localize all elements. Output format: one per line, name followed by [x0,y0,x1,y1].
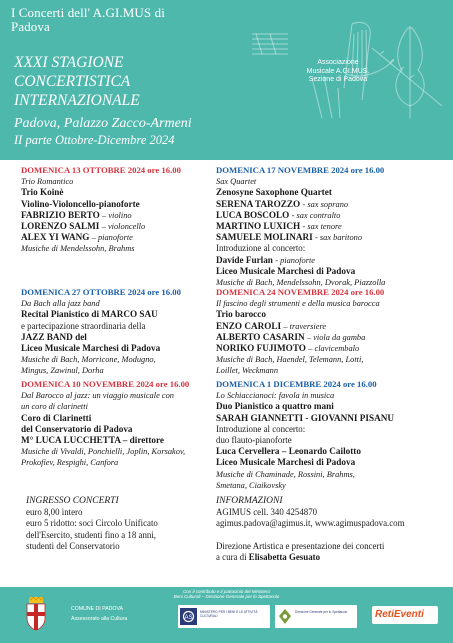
performer [216,332,384,343]
organizer-line-2: Padova [11,19,50,34]
ministry-credit-line-1: Con il contributo e il patrocinio del Ministero [182,589,271,594]
performer [216,343,384,354]
performer [216,221,385,232]
season-title-line-2: CONCERTISTICA [14,73,131,90]
venue: Padova, Palazzo Zacco-Armeni [14,116,192,131]
ensemble-school: Liceo Musicale Marchesi di Padova [216,457,356,468]
performer-name: SAMUELE MOLINARI [216,232,313,243]
performer-role: – pianoforte [91,233,133,243]
comune-office: Assessorato alla Cultura [71,616,128,622]
performer-name: Recital Pianistico di MARCO SAU [21,309,158,320]
performer [216,255,385,266]
conductor: M° LUCA LUCCHETTA – direttore [21,435,165,446]
performer-name: ALBERTO CASARIN [216,331,305,342]
info-email-web[interactable]: agimus.padova@agimus.it, www.agimuspadova.com [216,518,405,529]
concert-subtitle: Il fascino degli strumenti e della musica barocca [216,299,380,309]
logo-caption-line-3: Sezione di Padova [308,76,368,83]
introduction-label: Introduzione al concerto: [216,423,306,434]
spettacolo-logo [275,605,357,628]
performer-role: – traversiere [283,321,327,331]
performer [21,210,181,221]
ensemble-name: Coro di Clarinetti [21,412,92,423]
ticket-reduced-price: euro 5 ridotto: soci Circolo Unificato [26,518,158,529]
ensemble-school: Liceo Musicale Marchesi di Padova [216,265,356,276]
director-name: Elisabetta Gesuato [248,551,321,562]
performer-name: ENZO CAROLI [216,320,282,331]
performer-name: MARTINO LUXICH [216,221,301,232]
ensemble-name: Trio barocco [216,309,266,320]
concert-nov-10 [21,379,189,469]
performer-name: SERENA TAROZZO [216,198,301,209]
performer-name: LUCA BOSCOLO [216,209,290,220]
ensemble-name: Zenosyne Saxophone Quartet [216,187,332,198]
logo-caption-line-2: Musicale A.GI.MUS. [306,67,370,75]
concert-date: DOMENICA 13 OTTOBRE 2024 ore 16.00 [21,165,181,175]
organizer-line-1: I Concerti dell' A.GI.MUS di [11,5,165,20]
performer [216,232,385,243]
ministry-logo [178,605,270,628]
concert-subtitle: Lo Schiaccianoci: favola in musica [216,391,335,401]
comune-caption [71,604,127,624]
concert-program-cont: Loillet, Weckmann [216,366,279,376]
performer-name: LORENZO SALMI [21,221,100,232]
poster-header [0,0,453,160]
concert-program: Musiche di Bach, Morricone, Modugno, [21,355,156,365]
info-direction-credit: a cura di Elisabetta Gesuato [216,551,321,562]
concert-nov-17 [216,165,385,288]
concert-date: DOMENICA 1 DICEMBRE 2024 ore 16.00 [216,379,377,389]
performer-name: FABRIZIO BERTO [21,209,100,220]
spettacolo-emblem-icon [278,608,292,625]
introduction-label: Introduzione al concerto: [216,243,306,254]
concert-note: e partecipazione straordinaria della [21,320,146,331]
performer [216,210,385,221]
concert-subtitle: Trio Romantico [21,177,74,187]
performer-role: - sax tenore [302,222,342,232]
ministry-emblem-icon [180,608,197,625]
performer-name: ALEX YI WANG [21,232,90,243]
concert-dec-1 [216,379,394,491]
concert-program: Musiche di Chaminade, Rossini, Brahms, [216,469,355,479]
performer [216,321,384,332]
spettacolo-logo-text: Direzione Generale per lo Spettacolo [295,610,348,614]
ensemble-school: Liceo Musicale Marchesi di Padova [21,343,161,354]
concert-subtitle: Da Bach alla jazz band [21,299,100,309]
info-section [216,496,405,563]
logo-caption [262,59,414,85]
concert-program: Musiche di Bach, Mendelssohn, Dvorak, Piazzolla [216,278,386,288]
concert-program-cont: Prokofiev, Respighi, Canfora [21,458,119,468]
performer-role: – violino [102,210,132,220]
info-spacer [216,530,405,541]
performer-role: - sax contralto [291,210,341,220]
concert-date: DOMENICA 17 NOVEMBRE 2024 ore 16.00 [216,165,385,175]
info-phone: AGIMUS cell. 340 4254870 [216,507,318,518]
ticket-full-price: euro 8,00 intero [26,507,83,518]
performer-role: – violoncello [101,222,146,232]
info-title: INFORMAZIONI [216,496,283,506]
introduction-performers: Luca Cervellera – Leonardo Cailotto [216,446,361,457]
concert-subtitle-cont: un coro di clarinetti [21,402,88,412]
comune-name: COMUNE DI PADOVA [71,606,123,612]
ensemble-name: Trio Koinè [21,187,64,198]
retieventi-logo: RetiEventi [372,606,438,624]
concert-oct-13 [21,165,181,255]
performer-role: – viola da gamba [306,332,366,342]
concert-subtitle: Dal Barocco al jazz: un viaggio musicale con [21,391,174,401]
performer-role: – clavicembalo [308,344,360,354]
concert-date: DOMENICA 24 NOVEMBRE 2024 ore 16.00 [216,287,385,297]
performer [21,221,181,232]
concert-date: DOMENICA 10 NOVEMBRE 2024 ore 16.00 [21,379,190,389]
ministry-logo-text: MINISTERO PER I BENI E LE ATTIVITÀ CULTURALI [200,610,258,618]
performer-role: - sax baritono [315,233,363,243]
svg-text:AS: AS [184,615,193,621]
concert-program: Musiche di Bach, Haendel, Telemann, Lotti, [216,355,364,365]
concert-program: Musiche di Mendelssohn, Brahms [21,244,135,254]
performer-role: - pianoforte [275,255,315,265]
info-direction: Direzione Artistica e presentazione dei concerti [216,540,385,551]
season-title-line-3: INTERNAZIONALE [14,92,140,109]
concert-program-cont: Smetana, Ciaikovsky [216,480,286,490]
performer [216,199,385,210]
season-period: II parte Ottobre-Dicembre 2024 [14,133,175,147]
season-title-line-1: XXXI STAGIONE [14,54,124,71]
ticket-reduced-conditions-cont: studenti del Conservatorio [26,540,120,551]
introduction-formation: duo flauto-pianoforte [216,435,292,446]
concert-date: DOMENICA 27 OTTOBRE 2024 ore 16.00 [21,287,181,297]
ticket-reduced-conditions: dell'Esercito, studenti fino a 18 anni, [26,529,157,540]
performer [21,232,181,243]
comune-crest-icon [25,597,47,631]
tickets-section [26,496,158,552]
concert-oct-27 [21,287,181,377]
performer-names: SARAH GIANNETTI - GIOVANNI PISANU [216,412,394,423]
performer-name: Davide Furlan [216,254,273,265]
logo-caption-line-1: Associazione [317,59,359,66]
ministry-credit-line-2: Beni Culturali – Direzione Generale per lo Spettacolo [173,594,280,599]
concert-nov-24 [216,287,384,377]
ensemble-school: del Conservatorio di Padova [21,423,133,434]
concert-subtitle: Sax Quartet [216,177,257,187]
tickets-title: INGRESSO CONCERTI [26,496,119,506]
ensemble-name: Duo Pianistico a quattro mani [216,401,334,412]
performer-role: - sax soprano [302,199,349,209]
concert-program: Musiche di Vivaldi, Ponchielli, Joplin, Korsakov, [21,447,186,457]
ensemble-formation: Violino-Violoncello-pianoforte [21,198,140,209]
ensemble-name: JAZZ BAND del [21,331,87,342]
concert-program-cont: Mingus, Zawinul, Dorha [21,366,104,376]
performer-name: NORIKO FUJIMOTO [216,343,306,354]
